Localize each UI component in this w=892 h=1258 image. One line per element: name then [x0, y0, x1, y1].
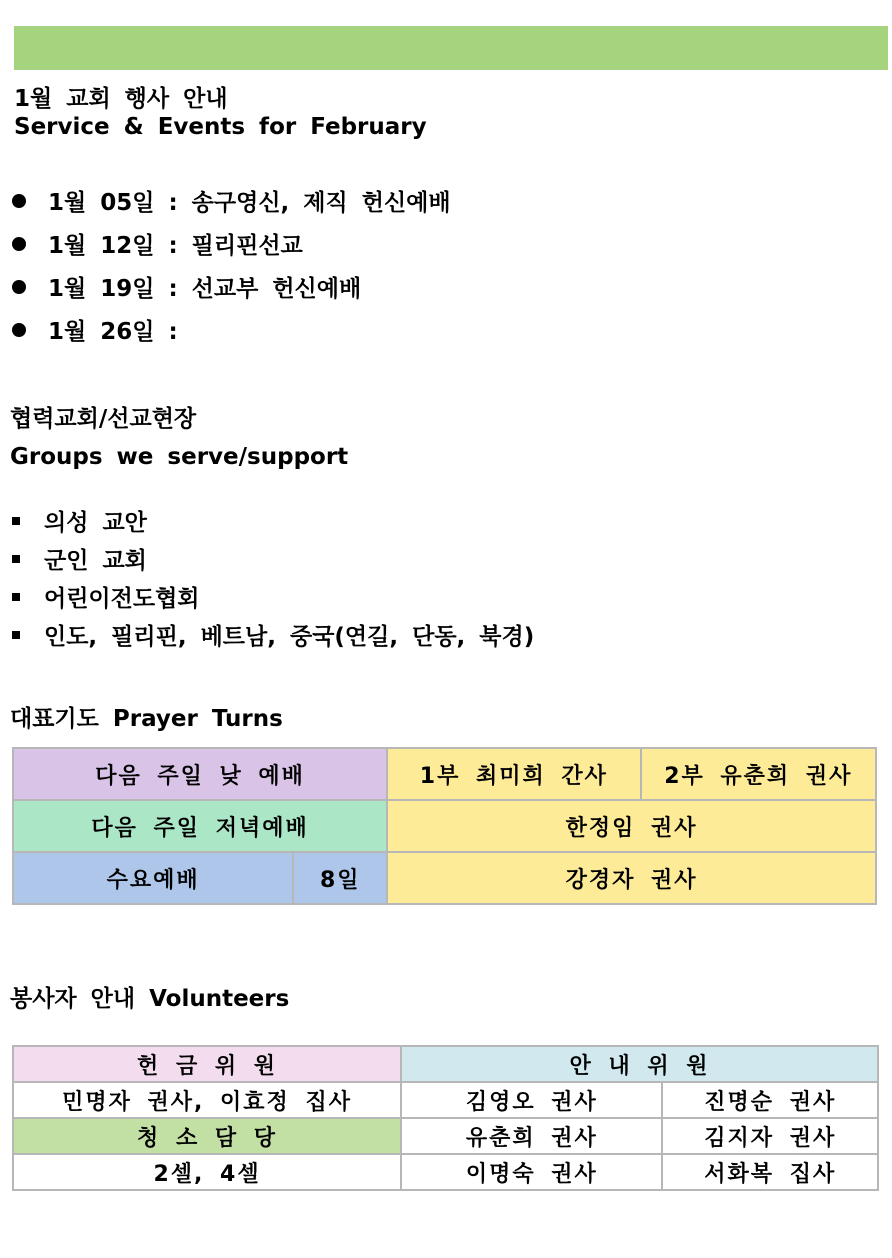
usher-cell: 김지자 권사 [662, 1118, 878, 1154]
prayer-heading: 대표기도 Prayer Turns [10, 706, 283, 732]
usher-cell: 유춘희 권사 [401, 1118, 662, 1154]
group-item: 의성 교안 [12, 504, 147, 537]
table-row [13, 1046, 878, 1082]
volunteers-table [12, 1045, 879, 1191]
usher-cell: 진명순 권사 [662, 1082, 878, 1118]
prayer-label-cell: 다음 주일 낮 예배 [13, 748, 387, 800]
groups-heading-korean: 협력교회/선교현장 [10, 406, 197, 432]
volunteers-heading: 봉사자 안내 Volunteers [10, 986, 290, 1012]
groups-heading-english: Groups we serve/support [10, 444, 349, 470]
table-row [13, 800, 876, 852]
group-item: 어린이전도협회 [12, 580, 200, 613]
bullet-icon [12, 323, 26, 337]
prayer-value-cell: 강경자 권사 [387, 852, 876, 904]
table-row [13, 1118, 878, 1154]
group-item: 인도, 필리핀, 베트남, 중국(연길, 단동, 북경) [12, 618, 534, 651]
event-item: 1월 26일 : [12, 313, 178, 346]
cleaning-value: 2셀, 4셀 [13, 1154, 401, 1190]
prayer-value-cell: 1부 최미희 간사 [387, 748, 640, 800]
title-english: Service & Events for February [14, 114, 427, 140]
offering-value: 민명자 권사, 이효정 집사 [13, 1082, 401, 1118]
offering-header: 헌 금 위 원 [13, 1046, 401, 1082]
table-row [13, 852, 876, 904]
table-row [13, 748, 876, 800]
prayer-label-cell: 수요예배 [13, 852, 293, 904]
square-bullet-icon [12, 555, 20, 563]
square-bullet-icon [12, 517, 20, 525]
table-row [13, 1154, 878, 1190]
usher-header: 안 내 위 원 [401, 1046, 878, 1082]
cleaning-header: 청 소 담 당 [13, 1118, 401, 1154]
bullet-icon [12, 237, 26, 251]
usher-cell: 서화복 집사 [662, 1154, 878, 1190]
title-korean: 1월 교회 행사 안내 [14, 86, 228, 112]
event-item: 1월 12일 : 필리핀선교 [12, 227, 303, 260]
square-bullet-icon [12, 631, 20, 639]
prayer-value-cell: 2부 유춘희 권사 [641, 748, 876, 800]
square-bullet-icon [12, 593, 20, 601]
usher-cell: 김영오 권사 [401, 1082, 662, 1118]
header-bar [14, 26, 888, 70]
group-item: 군인 교회 [12, 542, 147, 575]
bullet-icon [12, 280, 26, 294]
table-row [13, 1082, 878, 1118]
usher-cell: 이명숙 권사 [401, 1154, 662, 1190]
prayer-day-cell: 8일 [293, 852, 387, 904]
event-item: 1월 19일 : 선교부 헌신예배 [12, 270, 361, 303]
prayer-label-cell: 다음 주일 저녁예배 [13, 800, 387, 852]
prayer-value-cell: 한정임 권사 [387, 800, 876, 852]
prayer-table [12, 747, 877, 905]
event-item: 1월 05일 : 송구영신, 제직 헌신예배 [12, 184, 451, 217]
bullet-icon [12, 194, 26, 208]
